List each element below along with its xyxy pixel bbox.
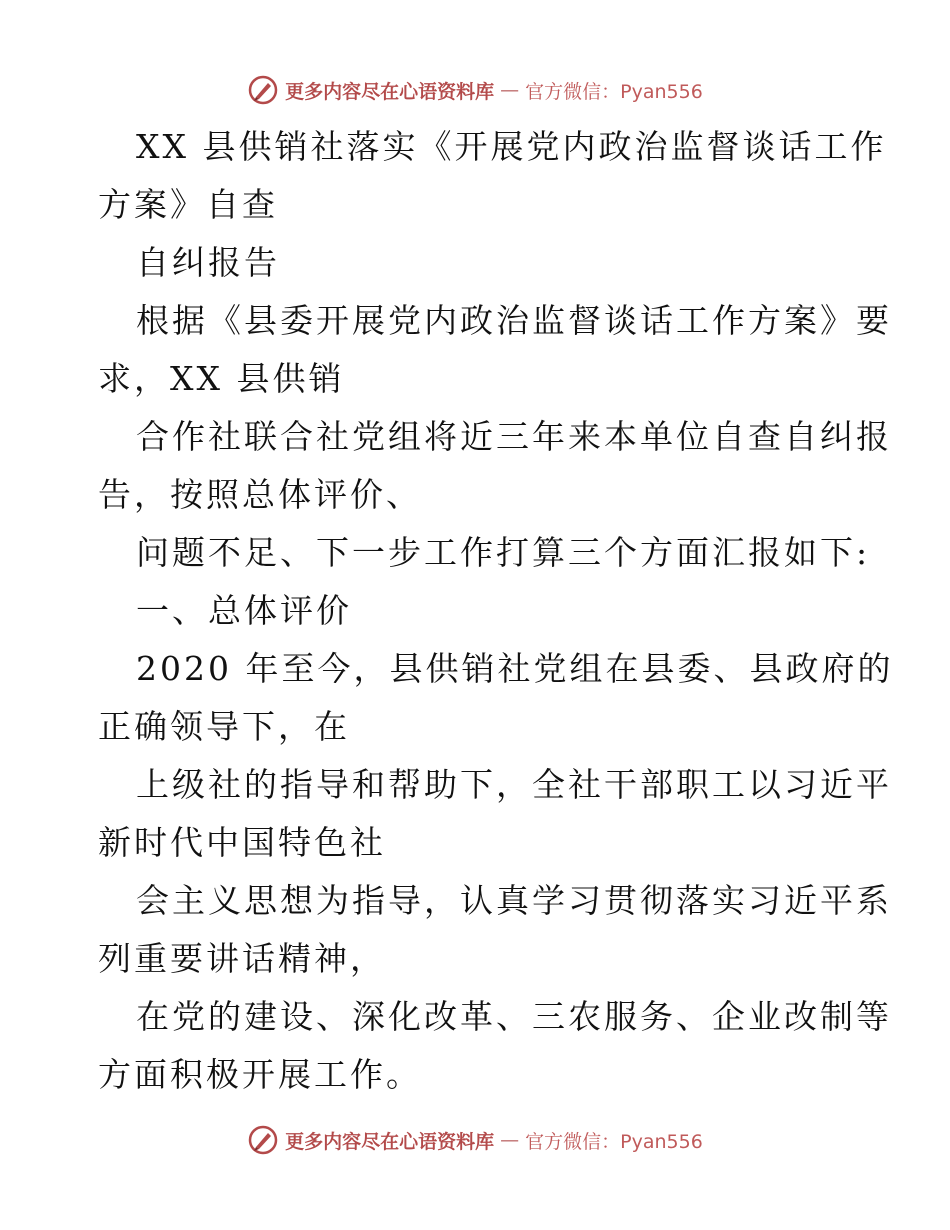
footer-banner-text: 更多内容尽在心语资料库 — [285, 1130, 495, 1153]
text-line: 根据《县委开展党内政治监督谈话工作方案》要 — [136, 301, 892, 340]
footer-banner-dash: — — [500, 1129, 520, 1151]
header-banner — [0, 70, 950, 110]
text-line: 一、总体评价 — [136, 591, 352, 630]
header-banner-wechat: 官方微信：Pyan556 — [525, 80, 703, 103]
text-line: 求，XX 县供销 — [98, 359, 345, 398]
footer-banner-wechat: 官方微信：Pyan556 — [525, 1130, 703, 1153]
document-body — [98, 118, 894, 1104]
text-line: 会主义思想为指导，认真学习贯彻落实习近平系 — [136, 881, 892, 920]
footer-banner-content — [247, 1124, 703, 1156]
text-line: 正确领导下，在 — [98, 707, 350, 746]
text-line: 在党的建设、深化改革、三农服务、企业改制等 — [136, 997, 892, 1036]
quill-pen-logo-icon — [247, 74, 279, 106]
text-line: 告，按照总体评价、 — [98, 475, 422, 514]
text-line: 合作社联合社党组将近三年来本单位自查自纠报 — [136, 417, 892, 456]
quill-pen-logo-icon — [247, 1124, 279, 1156]
footer-banner — [0, 1120, 950, 1160]
text-line: 列重要讲话精神， — [98, 939, 386, 978]
text-line: 新时代中国特色社 — [98, 823, 386, 862]
text-line: 2020 年至今，县供销社党组在县委、县政府的 — [136, 649, 894, 688]
header-banner-text: 更多内容尽在心语资料库 — [285, 80, 495, 103]
text-line: 问题不足、下一步工作打算三个方面汇报如下: — [136, 533, 871, 572]
text-line: 方面积极开展工作。 — [98, 1055, 422, 1094]
header-banner-content — [247, 74, 703, 106]
text-line: 上级社的指导和帮助下，全社干部职工以习近平 — [136, 765, 892, 804]
text-line: XX 县供销社落实《开展党内政治监督谈话工作 — [136, 127, 887, 166]
header-banner-dash: — — [500, 79, 520, 101]
text-line: 自纠报告 — [136, 243, 280, 282]
text-line: 方案》自查 — [98, 185, 278, 224]
